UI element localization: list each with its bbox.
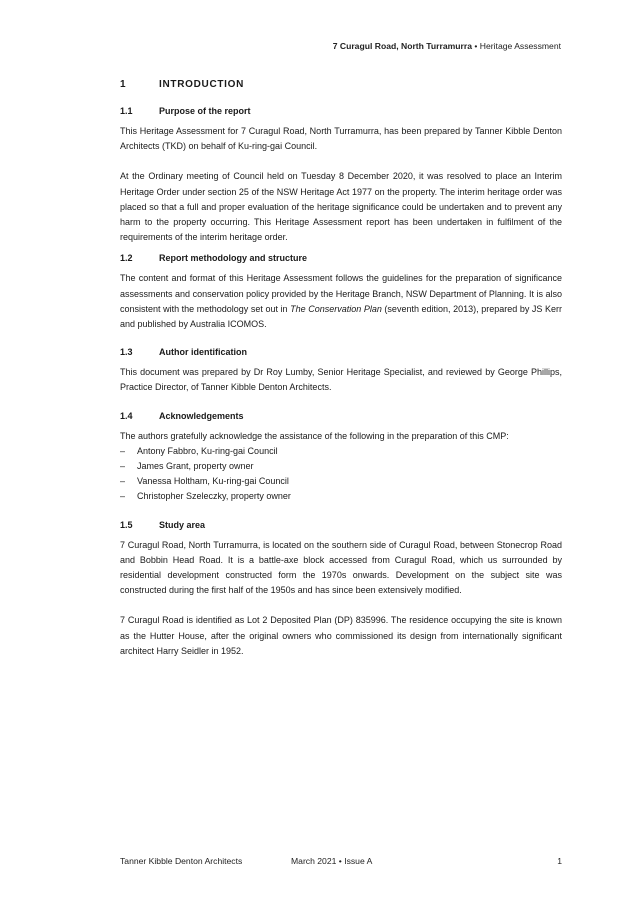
section-title: INTRODUCTION bbox=[159, 79, 245, 90]
section-number: 1 bbox=[120, 79, 127, 90]
list-marker: – bbox=[120, 461, 126, 472]
page-content bbox=[120, 79, 562, 674]
publication-title: The Conservation Plan bbox=[290, 303, 382, 314]
subsection-title: Study area bbox=[159, 519, 206, 530]
header-address: 7 Curagul Road, North Turramurra bbox=[332, 41, 472, 51]
subsection-title: Purpose of the report bbox=[159, 106, 251, 116]
list-item-text: Vanessa Holtham, Ku-ring-gai Council bbox=[137, 476, 289, 487]
list-item bbox=[120, 489, 562, 504]
paragraph-text: The content and format of this Heritage Assessment follows the guidelines for the preparation of significance assessments and conservation policy provided by the Heritage Branch, NSW Department of Planning. It is also consistent with the methodology set out in bbox=[120, 273, 562, 314]
paragraph: 7 Curagul Road is identified as Lot 2 Deposited Plan (DP) 835996. The residence occupying the site is known as the Hutter House, after the original owners who commissioned its design from internationally significant architect Harry Seidler in 1952. bbox=[120, 615, 562, 656]
list-item bbox=[120, 444, 562, 459]
subsection-heading-study-area bbox=[120, 520, 562, 530]
paragraph: 7 Curagul Road, North Turramurra, is located on the southern side of Curagul Road, between Stonecrop Road and Bobbin Head Road. It is a battle-axe block accessed from Curagul Road, which us surrounded by residential development constructed form the 1970s onwards. Development on the subject site was constructed during the first half of the 1950s and has since been extensively modified. bbox=[120, 539, 562, 596]
list-marker: – bbox=[120, 491, 126, 502]
footer-firm: Tanner Kibble Denton Architects bbox=[120, 856, 243, 866]
list-item-text: Christopher Szeleczky, property owner bbox=[137, 491, 291, 502]
list-item-text: James Grant, property owner bbox=[137, 461, 254, 472]
paragraph: This Heritage Assessment for 7 Curagul Road, North Turramurra, has been prepared by Tanner Kibble Denton Architects (TKD) on behalf of Ku-ring-gai Council. bbox=[120, 126, 562, 152]
subsection-heading-author bbox=[120, 347, 562, 357]
subsection-number: 1.4 bbox=[120, 410, 133, 421]
list-marker: – bbox=[120, 476, 126, 487]
running-header bbox=[333, 41, 561, 51]
page-number: 1 bbox=[557, 856, 562, 866]
footer-date: March 2021 bbox=[291, 856, 337, 866]
paragraph: At the Ordinary meeting of Council held on Tuesday 8 December 2020, it was resolved to place an Interim Heritage Order under section 25 of the NSW Heritage Act 1977 on the property. The interim heritage order was placed so that a full and proper evaluation of the heritage significance could be undertaken and to prevent any harm to the property occurring. This Heritage Assessment report has been undertaken in fulfilment of the requirements of the interim heritage order. bbox=[120, 171, 562, 243]
subsection-number: 1.1 bbox=[120, 106, 133, 116]
footer-issue: Issue A bbox=[344, 856, 373, 866]
header-separator: • bbox=[474, 41, 478, 51]
list-item bbox=[120, 459, 562, 474]
subsection-title: Author identification bbox=[159, 347, 247, 358]
header-doc-type: Heritage Assessment bbox=[479, 41, 561, 51]
subsection-number: 1.2 bbox=[120, 253, 133, 264]
acknowledgement-list bbox=[120, 444, 562, 505]
subsection-number: 1.5 bbox=[120, 519, 133, 530]
paragraph bbox=[120, 271, 562, 332]
subsection-heading-purpose bbox=[120, 106, 562, 116]
list-item-text: Antony Fabbro, Ku-ring-gai Council bbox=[137, 445, 278, 456]
section-heading bbox=[120, 79, 562, 90]
footer-issue-info bbox=[291, 856, 372, 866]
subsection-title: Acknowledgements bbox=[159, 410, 244, 421]
footer-separator: • bbox=[338, 856, 342, 866]
subsection-heading-acknowledgements bbox=[120, 411, 562, 421]
list-marker: – bbox=[120, 445, 126, 456]
paragraph-text: (seventh edition, 2013), prepared by JS Kerr and published by Australia ICOMOS. bbox=[120, 303, 562, 330]
subsection-title: Report methodology and structure bbox=[159, 253, 308, 264]
paragraph: The authors gratefully acknowledge the assistance of the following in the preparation of this CMP: bbox=[120, 430, 509, 441]
subsection-number: 1.3 bbox=[120, 347, 133, 358]
list-item bbox=[120, 474, 562, 489]
subsection-heading-methodology bbox=[120, 253, 562, 263]
paragraph: This document was prepared by Dr Roy Lumby, Senior Heritage Specialist, and reviewed by George Phillips, Practice Director, of Tanner Kibble Denton Architects. bbox=[120, 367, 562, 393]
